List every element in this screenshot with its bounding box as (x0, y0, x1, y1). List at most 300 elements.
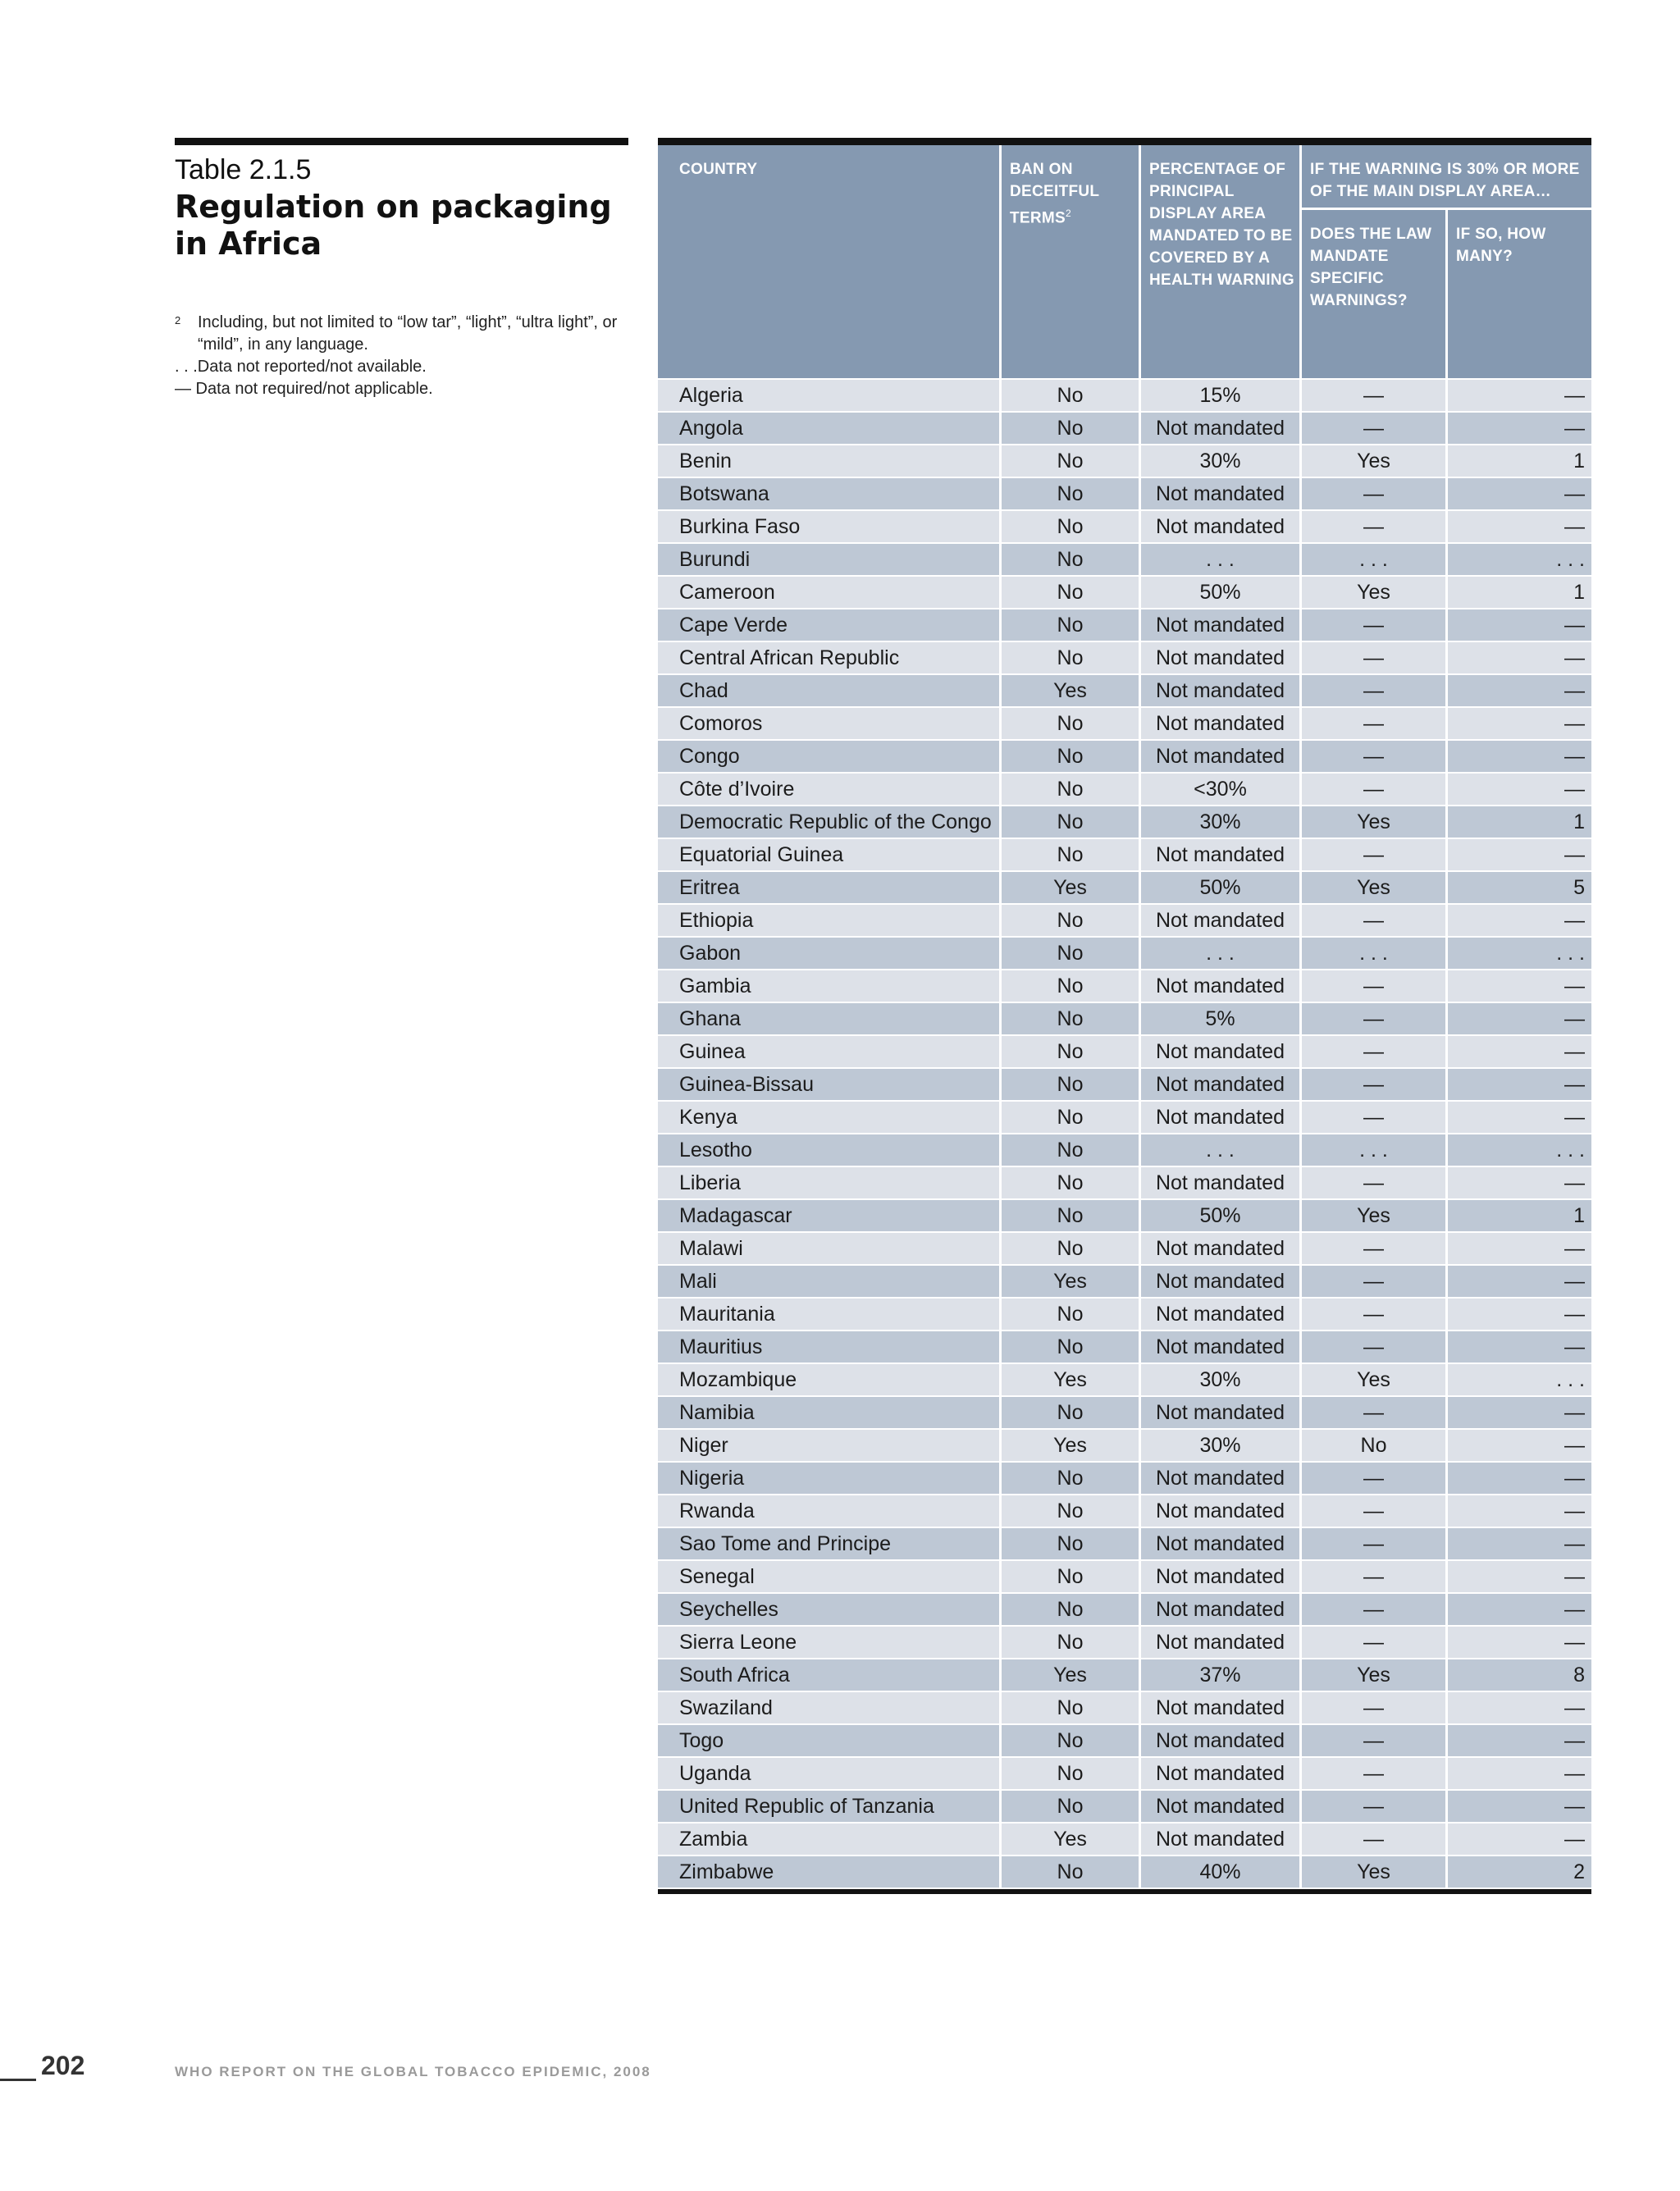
cell-percentage: . . . (1139, 544, 1299, 575)
cell-ban: Yes (999, 675, 1139, 706)
cell-country: Nigeria (679, 1467, 745, 1490)
cell-country: Cameroon (679, 581, 775, 604)
cell-country: Côte d’Ivoire (679, 778, 795, 801)
cell-country: Ethiopia (679, 909, 754, 932)
cell-how-many: — (1445, 774, 1591, 805)
cell-percentage: Not mandated (1139, 642, 1299, 673)
cell-percentage: Not mandated (1139, 1069, 1299, 1100)
cell-percentage: Not mandated (1139, 413, 1299, 444)
cell-percentage: 37% (1139, 1659, 1299, 1691)
cell-law: — (1299, 380, 1445, 411)
cell-country: Central African Republic (679, 646, 900, 669)
column-header-ban-label: BAN ON DECEITFUL TERMS (1010, 161, 1099, 227)
cell-how-many: — (1445, 1299, 1591, 1330)
cell-law: . . . (1299, 1134, 1445, 1166)
table-row (658, 1791, 1591, 1822)
cell-law: — (1299, 1331, 1445, 1363)
cell-law: No (1299, 1430, 1445, 1461)
table-title: Regulation on packaging in Africa (175, 189, 612, 262)
column-header-how-many: IF SO, HOW MANY? (1445, 208, 1591, 378)
cell-ban: No (999, 1561, 1139, 1592)
cell-country: Algeria (679, 384, 743, 407)
cell-country: Mauritania (679, 1303, 775, 1326)
cell-country: Sierra Leone (679, 1631, 797, 1654)
cell-percentage: 30% (1139, 1430, 1299, 1461)
cell-country: Niger (679, 1434, 728, 1457)
cell-how-many: — (1445, 478, 1591, 509)
cell-country: United Republic of Tanzania (679, 1795, 934, 1818)
cell-law: — (1299, 478, 1445, 509)
table-row (658, 1725, 1591, 1756)
cell-country: Namibia (679, 1401, 755, 1424)
cell-country: Burkina Faso (679, 515, 801, 538)
cell-law: — (1299, 1594, 1445, 1625)
cell-law: — (1299, 1233, 1445, 1264)
cell-percentage: Not mandated (1139, 1758, 1299, 1789)
cell-country: Uganda (679, 1762, 751, 1785)
cell-how-many: — (1445, 1528, 1591, 1559)
column-header-law: DOES THE LAW MANDATE SPECIFIC WARNINGS? (1299, 208, 1445, 378)
table-row (658, 1692, 1591, 1723)
cell-country: Kenya (679, 1106, 737, 1129)
cell-ban: No (999, 839, 1139, 870)
cell-country: Chad (679, 679, 728, 702)
cell-law: — (1299, 1036, 1445, 1067)
cell-law: — (1299, 708, 1445, 739)
cell-ban: No (999, 774, 1139, 805)
cell-country: Burundi (679, 548, 751, 571)
cell-ban: No (999, 1331, 1139, 1363)
table-row (658, 1430, 1591, 1461)
cell-how-many: — (1445, 741, 1591, 772)
cell-country: Sao Tome and Principe (679, 1532, 892, 1555)
cell-ban: No (999, 1102, 1139, 1133)
cell-law: — (1299, 1824, 1445, 1855)
cell-how-many: — (1445, 1331, 1591, 1363)
table-row (658, 1528, 1591, 1559)
cell-country: Liberia (679, 1171, 742, 1194)
cell-percentage: 40% (1139, 1856, 1299, 1887)
page-number: 202 (41, 2051, 85, 2080)
cell-ban: No (999, 1003, 1139, 1034)
table-row (658, 544, 1591, 575)
cell-law: Yes (1299, 872, 1445, 903)
column-header-ban-footnote-mark: 2 (1066, 208, 1071, 219)
cell-percentage: Not mandated (1139, 905, 1299, 936)
cell-ban: No (999, 1069, 1139, 1100)
cell-percentage: Not mandated (1139, 1791, 1299, 1822)
cell-country: Seychelles (679, 1598, 778, 1621)
cell-percentage: Not mandated (1139, 1036, 1299, 1067)
cell-ban: No (999, 1167, 1139, 1198)
cell-country: Mozambique (679, 1368, 797, 1391)
cell-how-many: — (1445, 839, 1591, 870)
table-row (658, 478, 1591, 509)
cell-ban: No (999, 511, 1139, 542)
running-head: WHO REPORT ON THE GLOBAL TOBACCO EPIDEMIC, 2008 (175, 2064, 651, 2079)
cell-percentage: 50% (1139, 577, 1299, 608)
cell-law: — (1299, 1397, 1445, 1428)
cell-country: South Africa (679, 1664, 790, 1687)
table-number: Table 2.1.5 (175, 154, 312, 185)
cell-ban: No (999, 1627, 1139, 1658)
cell-how-many: 1 (1445, 445, 1591, 477)
cell-how-many: . . . (1445, 938, 1591, 969)
cell-ban: No (999, 1856, 1139, 1887)
cell-country: Eritrea (679, 876, 740, 899)
cell-ban: No (999, 1233, 1139, 1264)
cell-law: — (1299, 1463, 1445, 1494)
footnote-mark: 2 (175, 314, 181, 326)
cell-law: Yes (1299, 1364, 1445, 1395)
cell-law: — (1299, 1266, 1445, 1297)
cell-ban: No (999, 1594, 1139, 1625)
cell-ban: No (999, 1725, 1139, 1756)
table-row (658, 1463, 1591, 1494)
cell-how-many: 5 (1445, 872, 1591, 903)
legend-not-required: — Data not required/not applicable. (175, 380, 433, 398)
cell-ban: Yes (999, 872, 1139, 903)
cell-ban: No (999, 708, 1139, 739)
cell-how-many: — (1445, 1758, 1591, 1789)
cell-country: Zambia (679, 1828, 748, 1851)
cell-how-many: . . . (1445, 544, 1591, 575)
cell-how-many: — (1445, 1069, 1591, 1100)
table-row (658, 1824, 1591, 1855)
cell-percentage: Not mandated (1139, 970, 1299, 1002)
table-row (658, 511, 1591, 542)
cell-percentage: Not mandated (1139, 1463, 1299, 1494)
table-row (658, 1758, 1591, 1789)
cell-percentage: 30% (1139, 806, 1299, 838)
cell-ban: No (999, 1495, 1139, 1527)
cell-percentage: 50% (1139, 1200, 1299, 1231)
cell-ban: No (999, 970, 1139, 1002)
table-row (658, 1069, 1591, 1100)
cell-ban: No (999, 642, 1139, 673)
cell-how-many: . . . (1445, 1134, 1591, 1166)
cell-ban: No (999, 577, 1139, 608)
cell-ban: No (999, 1791, 1139, 1822)
cell-country: Equatorial Guinea (679, 843, 844, 866)
table-row (658, 445, 1591, 477)
cell-percentage: <30% (1139, 774, 1299, 805)
cell-country: Comoros (679, 712, 763, 735)
table-row (658, 1102, 1591, 1133)
cell-ban: No (999, 1036, 1139, 1067)
cell-law: Yes (1299, 1200, 1445, 1231)
table-row (658, 1495, 1591, 1527)
table-row (658, 1266, 1591, 1297)
cell-law: — (1299, 1561, 1445, 1592)
cell-country: Angola (679, 417, 743, 440)
cell-percentage: Not mandated (1139, 1561, 1299, 1592)
cell-percentage: Not mandated (1139, 741, 1299, 772)
cell-ban: No (999, 445, 1139, 477)
cell-how-many: — (1445, 905, 1591, 936)
table-row (658, 413, 1591, 444)
cell-law: — (1299, 1791, 1445, 1822)
table-row (658, 1134, 1591, 1166)
cell-percentage: Not mandated (1139, 1692, 1299, 1723)
cell-country: Benin (679, 450, 732, 472)
cell-percentage: Not mandated (1139, 1824, 1299, 1855)
table-row (658, 1561, 1591, 1592)
cell-law: Yes (1299, 806, 1445, 838)
cell-how-many: — (1445, 609, 1591, 641)
table-header (658, 145, 1591, 378)
cell-country: Togo (679, 1729, 724, 1752)
cell-percentage: Not mandated (1139, 1495, 1299, 1527)
table-row (658, 1167, 1591, 1198)
cell-country: Lesotho (679, 1139, 752, 1162)
table-row (658, 1856, 1591, 1887)
table-row (658, 806, 1591, 838)
cell-law: — (1299, 675, 1445, 706)
table-row (658, 1233, 1591, 1264)
cell-law: — (1299, 1692, 1445, 1723)
cell-percentage: Not mandated (1139, 839, 1299, 870)
cell-country: Rwanda (679, 1499, 755, 1522)
cell-law: — (1299, 642, 1445, 673)
table-row (658, 577, 1591, 608)
cell-percentage: Not mandated (1139, 1167, 1299, 1198)
table-row (658, 1364, 1591, 1395)
table-row (658, 1036, 1591, 1067)
table-bottom-rule (658, 1889, 1591, 1894)
cell-ban: No (999, 1134, 1139, 1166)
cell-law: — (1299, 741, 1445, 772)
cell-law: — (1299, 839, 1445, 870)
cell-law: — (1299, 1758, 1445, 1789)
table-notes (175, 312, 634, 400)
cell-law: — (1299, 970, 1445, 1002)
cell-ban: No (999, 905, 1139, 936)
table-row (658, 1331, 1591, 1363)
cell-percentage: Not mandated (1139, 1594, 1299, 1625)
cell-percentage: Not mandated (1139, 1627, 1299, 1658)
cell-how-many: — (1445, 511, 1591, 542)
cell-percentage: Not mandated (1139, 1233, 1299, 1264)
cell-law: — (1299, 1069, 1445, 1100)
table-row (658, 905, 1591, 936)
cell-how-many: — (1445, 1791, 1591, 1822)
page-number-rule (0, 2079, 36, 2081)
cell-law: — (1299, 1003, 1445, 1034)
cell-how-many: — (1445, 970, 1591, 1002)
cell-country: Guinea-Bissau (679, 1073, 814, 1096)
cell-percentage: Not mandated (1139, 511, 1299, 542)
cell-country: Mauritius (679, 1335, 763, 1358)
cell-country: Swaziland (679, 1696, 773, 1719)
table-row (658, 609, 1591, 641)
cell-ban: No (999, 1299, 1139, 1330)
cell-law: — (1299, 1167, 1445, 1198)
cell-law: Yes (1299, 445, 1445, 477)
cell-law: . . . (1299, 544, 1445, 575)
cell-ban: No (999, 1397, 1139, 1428)
table-row (658, 741, 1591, 772)
cell-percentage: 30% (1139, 1364, 1299, 1395)
cell-how-many: — (1445, 380, 1591, 411)
column-header-percentage: PERCENTAGE OF PRINCIPAL DISPLAY AREA MANDATED TO BE COVERED BY A HEALTH WARNING (1139, 145, 1299, 378)
cell-how-many: 8 (1445, 1659, 1591, 1691)
cell-law: — (1299, 905, 1445, 936)
cell-how-many: — (1445, 413, 1591, 444)
table-row (658, 872, 1591, 903)
cell-law: Yes (1299, 577, 1445, 608)
cell-country: Gambia (679, 975, 751, 997)
cell-country: Ghana (679, 1007, 742, 1030)
cell-country: Cape Verde (679, 614, 788, 637)
cell-ban: No (999, 1463, 1139, 1494)
table-row (658, 1594, 1591, 1625)
cell-percentage: 50% (1139, 872, 1299, 903)
table-row (658, 1627, 1591, 1658)
cell-country: Malawi (679, 1237, 743, 1260)
cell-percentage: Not mandated (1139, 1528, 1299, 1559)
cell-percentage: 5% (1139, 1003, 1299, 1034)
cell-how-many: — (1445, 1824, 1591, 1855)
cell-ban: Yes (999, 1364, 1139, 1395)
cell-how-many: — (1445, 1463, 1591, 1494)
cell-law: Yes (1299, 1659, 1445, 1691)
cell-ban: No (999, 1528, 1139, 1559)
cell-ban: No (999, 741, 1139, 772)
cell-law: — (1299, 1627, 1445, 1658)
cell-country: Congo (679, 745, 740, 768)
cell-law: — (1299, 1528, 1445, 1559)
cell-percentage: 15% (1139, 380, 1299, 411)
cell-how-many: — (1445, 1233, 1591, 1264)
cell-percentage: Not mandated (1139, 708, 1299, 739)
table-row (658, 774, 1591, 805)
table-row (658, 380, 1591, 411)
cell-percentage: Not mandated (1139, 1725, 1299, 1756)
cell-country: Zimbabwe (679, 1860, 774, 1883)
cell-country: Democratic Republic of the Congo (679, 810, 992, 833)
cell-ban: Yes (999, 1430, 1139, 1461)
cell-percentage: Not mandated (1139, 1266, 1299, 1297)
cell-how-many: — (1445, 1266, 1591, 1297)
cell-law: — (1299, 1725, 1445, 1756)
cell-how-many: . . . (1445, 1364, 1591, 1395)
cell-percentage: 30% (1139, 445, 1299, 477)
cell-ban: No (999, 1758, 1139, 1789)
cell-percentage: Not mandated (1139, 478, 1299, 509)
packaging-regulation-table (658, 138, 1591, 1894)
cell-law: — (1299, 609, 1445, 641)
cell-how-many: — (1445, 1594, 1591, 1625)
table-row (658, 675, 1591, 706)
cell-country: Mali (679, 1270, 717, 1293)
cell-how-many: — (1445, 1036, 1591, 1067)
cell-country: Senegal (679, 1565, 755, 1588)
cell-law: . . . (1299, 938, 1445, 969)
cell-percentage: Not mandated (1139, 675, 1299, 706)
cell-how-many: 2 (1445, 1856, 1591, 1887)
footnote-text: Including, but not limited to “low tar”, “light”, “ultra light”, or “mild”, in any language. (198, 313, 618, 354)
cell-ban: No (999, 1692, 1139, 1723)
cell-percentage: Not mandated (1139, 1102, 1299, 1133)
table-top-rule (658, 138, 1591, 145)
cell-how-many: — (1445, 1561, 1591, 1592)
cell-how-many: — (1445, 675, 1591, 706)
table-row (658, 839, 1591, 870)
column-header-ban (999, 145, 1139, 378)
cell-how-many: — (1445, 1627, 1591, 1658)
cell-law: — (1299, 1102, 1445, 1133)
table-row (658, 1200, 1591, 1231)
cell-law: — (1299, 1299, 1445, 1330)
cell-ban: No (999, 938, 1139, 969)
cell-country: Gabon (679, 942, 742, 965)
cell-how-many: — (1445, 708, 1591, 739)
cell-how-many: — (1445, 1495, 1591, 1527)
cell-law: — (1299, 511, 1445, 542)
table-row (658, 1299, 1591, 1330)
column-group-header: IF THE WARNING IS 30% OR MORE OF THE MAIN DISPLAY AREA… (1299, 145, 1591, 208)
table-row (658, 1003, 1591, 1034)
cell-ban: No (999, 1200, 1139, 1231)
cell-law: — (1299, 413, 1445, 444)
title-rule (175, 138, 628, 145)
cell-ban: No (999, 478, 1139, 509)
footnote-2 (175, 312, 634, 356)
table-row (658, 642, 1591, 673)
cell-how-many: 1 (1445, 1200, 1591, 1231)
table-body (658, 380, 1591, 1887)
cell-percentage: Not mandated (1139, 1299, 1299, 1330)
cell-country: Botswana (679, 482, 769, 505)
cell-how-many: — (1445, 1692, 1591, 1723)
cell-percentage: . . . (1139, 938, 1299, 969)
table-row (658, 938, 1591, 969)
cell-how-many: — (1445, 1725, 1591, 1756)
cell-law: — (1299, 774, 1445, 805)
cell-percentage: . . . (1139, 1134, 1299, 1166)
cell-ban: No (999, 544, 1139, 575)
cell-country: Madagascar (679, 1204, 792, 1227)
cell-ban: No (999, 413, 1139, 444)
cell-percentage: Not mandated (1139, 1397, 1299, 1428)
cell-ban: Yes (999, 1824, 1139, 1855)
cell-how-many: — (1445, 1397, 1591, 1428)
cell-how-many: — (1445, 642, 1591, 673)
cell-how-many: 1 (1445, 577, 1591, 608)
cell-how-many: — (1445, 1167, 1591, 1198)
cell-ban: Yes (999, 1266, 1139, 1297)
table-row (658, 970, 1591, 1002)
column-header-country: COUNTRY (679, 161, 758, 178)
table-row (658, 708, 1591, 739)
cell-ban: No (999, 609, 1139, 641)
table-row (658, 1397, 1591, 1428)
legend-not-available: . . .Data not reported/not available. (175, 358, 427, 376)
cell-how-many: — (1445, 1430, 1591, 1461)
cell-how-many: 1 (1445, 806, 1591, 838)
cell-country: Guinea (679, 1040, 746, 1063)
cell-percentage: Not mandated (1139, 1331, 1299, 1363)
cell-how-many: — (1445, 1102, 1591, 1133)
cell-law: — (1299, 1495, 1445, 1527)
cell-law: Yes (1299, 1856, 1445, 1887)
cell-ban: No (999, 380, 1139, 411)
cell-how-many: — (1445, 1003, 1591, 1034)
cell-ban: No (999, 806, 1139, 838)
cell-ban: Yes (999, 1659, 1139, 1691)
table-row (658, 1659, 1591, 1691)
